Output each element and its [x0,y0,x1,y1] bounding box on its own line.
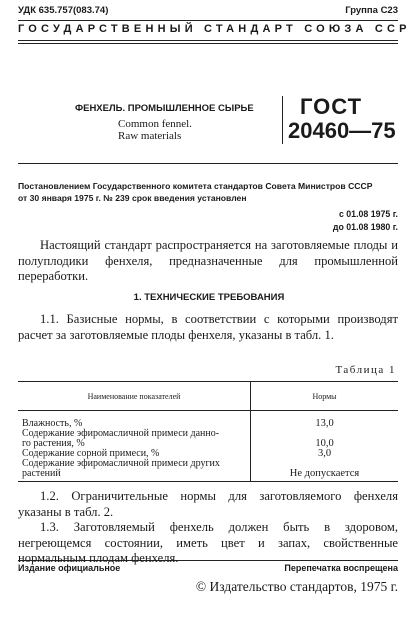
paragraph-1-2: 1.2. Ограничительные нормы для заготовляемого фенхеля указаны в табл. 2. [18,489,398,519]
paragraph-1-3: 1.3. Заготовляемый фенхель должен быть в здоровом, негреющемся состоянии, иметь цвет и запах, свойственные нормальным плодам фенхеля. [18,520,398,565]
paragraph-1-1: 1.1. Базисные нормы, в соответствии с которыми производят расчет за заготовляемые плоды фенхеля, указаны в табл. 1. [18,312,398,342]
udk-code: УДК 635.757(083.74) [18,5,109,16]
effective-from-date: с 01.08 1975 г. [338,209,398,219]
gost-label: ГОСТ [300,94,363,119]
title-bottom-rule [18,163,398,164]
standard-banner: ГОСУДАРСТВЕННЫЙ СТАНДАРТ СОЮЗА ССР [18,23,411,35]
title-divider [282,96,283,144]
table-cell-name [18,459,251,482]
header-bottom-rule [18,40,398,41]
table-cell-name-line: Содержание эфиромасличной примеси других [22,458,220,469]
table-cell-value: 13,0 [251,419,399,429]
table-header-norms: Нормы [251,382,399,411]
norms-table [18,381,398,482]
english-title-line-2: Raw materials [118,130,182,142]
table-cell-name-line: го растения, % [22,438,85,449]
footer-rule [18,560,398,561]
intro-paragraph: Настоящий стандарт распространяется на заготовляемые плоды и полуплодики фенхеля, предназначенные для промышленной переработки. [18,238,398,283]
table-caption: Таблица 1 [335,364,396,376]
table-cell-name-line: растений [22,468,61,479]
table-cell-value: Не допускается [251,459,399,482]
header-top-rule [18,20,398,21]
section-heading: 1. ТЕХНИЧЕСКИЕ ТРЕБОВАНИЯ [133,292,285,303]
table-cell-name: Влажность, % [22,418,83,429]
table-row [18,459,398,482]
document-title: ФЕНХЕЛЬ. ПРОМЫШЛЕННОЕ СЫРЬЕ [75,103,254,114]
table-cell-value: 10,0 [251,429,399,449]
reprint-prohibited-label: Перепечатка воспрещена [284,563,398,573]
effective-to-date: до 01.08 1980 г. [332,222,398,232]
table-cell-name [18,429,251,449]
table-header-row [18,382,398,411]
table-cell-name: Содержание сорной примеси, % [22,448,160,459]
group-label: Группа С23 [345,5,398,16]
gost-number: 20460—75 [288,118,396,143]
table-header-name: Наименование показателей [18,382,251,411]
official-edition-label: Издание официальное [18,563,121,573]
copyright-notice: © Издательство стандартов, 1975 г. [195,579,398,594]
table-cell-name-line: Содержание эфиромасличной примеси данно- [22,428,220,439]
english-title-line-1: Common fennel. [118,118,192,130]
table-cell-value: 3,0 [251,449,399,459]
decree-line-1: Постановлением Государственного комитета стандартов Совета Министров СССР [18,181,373,191]
decree-line-2: от 30 января 1975 г. № 239 срок введения установлен [18,193,247,203]
table-row [18,429,398,449]
header-bottom-rule-2 [18,43,398,44]
